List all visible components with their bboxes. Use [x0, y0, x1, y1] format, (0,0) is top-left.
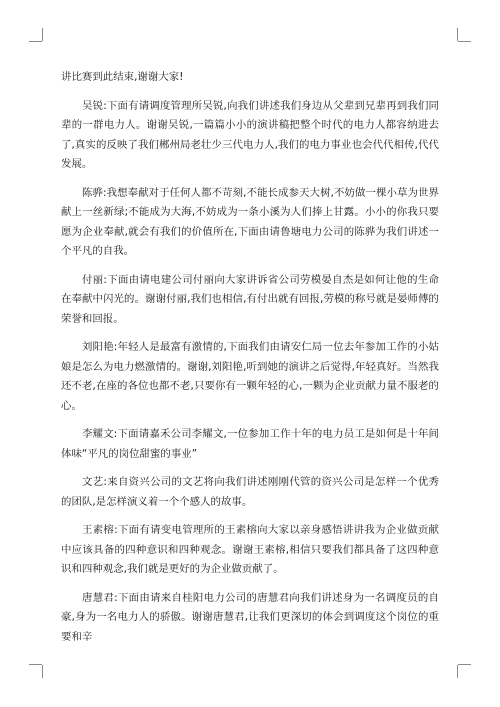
paragraph-liu-yangyan: 刘阳艳:年轻人是最富有激情的,下面我们由请安仁局一位去年参加工作的小姑娘是怎么为电力燃激情的。谢谢,刘阳艳,听到她的演讲之后觉得,年轻真好。当然我还不老,在座的各位也都不老,只要你有一颗年轻的心,一颗为企业贡献力量不服老的心。 [61, 341, 439, 412]
crop-mark-top-left-h [29, 41, 42, 42]
paragraph-fu-li: 付丽:下面由请电建公司付丽向大家讲诉省公司劳模晏自杰是如何让他的生命在奉献中闪光的。谢谢付丽,我们也相信,有付出就有回报,劳模的称号就是晏师傅的荣誉和回报。 [61, 273, 439, 325]
body-text [61, 68, 439, 656]
paragraph-tang-huijun: 唐慧君:下面由请来自桂阳电力公司的唐慧君向我们讲述身为一名调度员的自豪,身为一名电力人的骄傲。谢谢唐慧君,让我们更深切的体会到调度这个岗位的重要和辛 [61, 591, 439, 643]
paragraph-wen-yi: 文艺:来自资兴公司的文艺将向我们讲述刚刚代管的资兴公司是怎样一个优秀的团队,是怎样演义着一个个感人的故事。 [61, 476, 439, 508]
paragraph-li-yaowen: 李耀文:下面请嘉禾公司李耀文,一位参加工作十年的电力员工是如何是十年间体味“平凡的岗位甜蜜的事业” [61, 428, 439, 460]
paragraph-wu-rui: 吴锐:下面有请调度管理所吴锐,向我们讲述我们身边从父辈到兄辈再到我们同辈的一群电力人。谢谢吴锐,一篇篇小小的演讲稿把整个时代的电力人都容纳进去了,真实的反映了我们郴州局老壮少三代电力人,我们的电力事业也会代代相传,代代发展。 [61, 99, 439, 170]
crop-mark-bottom-left-h [29, 664, 42, 665]
crop-mark-bottom-left-v [42, 665, 43, 678]
paragraph-closing: 讲比赛到此结束,谢谢大家! [61, 71, 184, 83]
crop-mark-bottom-right-v [457, 665, 458, 678]
crop-mark-top-right-v [457, 28, 458, 41]
crop-mark-top-right-h [458, 41, 471, 42]
crop-mark-top-left-v [42, 28, 43, 41]
crop-mark-bottom-right-h [458, 664, 471, 665]
paragraph-wang-surong: 王素榕:下面有请变电管理所的王素榕向大家以亲身感悟讲讲我为企业做贡献中应该具备的四种意识和四种观念。谢谢王素榕,相信只要我们都具备了这四种意识和四种观念,我们就是更好的为企业做贡献了。 [61, 524, 439, 575]
paragraph-chen-hua: 陈骅:我想奉献对于任何人都不苛刻,不能长成参天大树,不妨做一棵小草为世界献上一丝新绿;不能成为大海,不妨成为一条小溪为人们捧上甘露。小小的你我只要愿为企业奉献,就会有我们的价值所在,下面由请鲁塘电力公司的陈骅为我们讲述一个平凡的自我。 [61, 186, 439, 257]
